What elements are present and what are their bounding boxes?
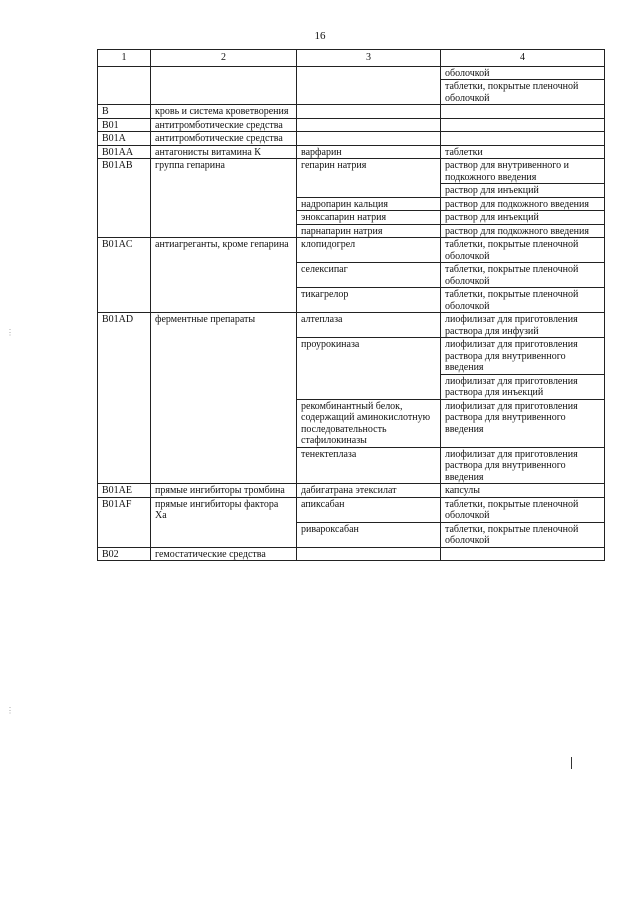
dosage-form: раствор для внутривенного и подкожного введения: [445, 160, 570, 183]
drug-name-cell: рекомбинантный белок, содержащий аминокислотную последовательность стафилокиназы: [297, 399, 441, 447]
dosage-form: таблетки, покрытые пленочной оболочкой: [441, 79, 604, 104]
drug-name-cell: [297, 547, 441, 561]
dosage-form-cell: [441, 399, 605, 447]
table-row: [98, 105, 605, 119]
table-row: [98, 159, 605, 198]
dosage-form: лиофилизат для приготовления раствора для инъекций: [441, 374, 604, 399]
dosage-form-list: [441, 146, 604, 159]
column-header: 4: [441, 50, 605, 67]
drug-name-cell: проурокиназа: [297, 338, 441, 400]
dosage-form-cell: [441, 211, 605, 225]
dosage-form-cell: [441, 224, 605, 238]
page-number: 16: [314, 30, 326, 42]
dosage-form-cell: [441, 105, 605, 119]
atc-code-cell: B02: [98, 547, 151, 561]
group-name-cell: антитромботические средства: [151, 118, 297, 132]
drug-name-cell: надропарин кальция: [297, 197, 441, 211]
drug-name-cell: тикагрелор: [297, 288, 441, 313]
dosage-form: лиофилизат для приготовления раствора для внутривенного введения: [445, 339, 578, 373]
dosage-form: лиофилизат для приготовления раствора для внутривенного введения: [445, 400, 578, 435]
dosage-form: таблетки, покрытые пленочной оболочкой: [445, 523, 579, 546]
atc-code-cell: [98, 66, 151, 105]
dosage-form-list: [441, 498, 604, 522]
group-name-cell: антиагреганты, кроме гепарина: [151, 238, 297, 313]
table-row: [98, 497, 605, 522]
table-row: [98, 66, 605, 105]
table-row: [98, 118, 605, 132]
dosage-form-cell: [441, 238, 605, 263]
table-row: [98, 484, 605, 498]
dosage-form-list: [441, 263, 604, 287]
group-name-cell: антагонисты витамина К: [151, 145, 297, 159]
dosage-form-cell: [441, 197, 605, 211]
dosage-form-list: [441, 238, 604, 262]
drug-name-cell: [297, 66, 441, 105]
dosage-form-list: [441, 338, 604, 399]
dosage-form-cell: [441, 66, 605, 105]
table-row: [98, 313, 605, 338]
table-row: [98, 145, 605, 159]
atc-code-cell: B: [98, 105, 151, 119]
atc-code-cell: B01AA: [98, 145, 151, 159]
dosage-form-list: [441, 484, 604, 497]
drug-name-cell: апиксабан: [297, 497, 441, 522]
drug-name-cell: [297, 118, 441, 132]
group-name-cell: антитромботические средства: [151, 132, 297, 146]
dosage-form: [441, 105, 604, 118]
table-row: [98, 238, 605, 263]
dosage-form-list: [441, 548, 604, 561]
drug-name-cell: варфарин: [297, 145, 441, 159]
atc-code-cell: B01AD: [98, 313, 151, 484]
dosage-form-list: [441, 198, 604, 211]
atc-code-cell: B01AE: [98, 484, 151, 498]
margin-mark: ⋮: [6, 328, 14, 337]
dosage-form-list: [441, 400, 604, 436]
table-header-row: [98, 50, 605, 67]
drug-name-cell: дабигатрана этексилат: [297, 484, 441, 498]
dosage-form: таблетки, покрытые пленочной оболочкой: [445, 289, 579, 312]
group-name-cell: [151, 66, 297, 105]
dosage-form: раствор для инъекций: [445, 212, 539, 223]
drug-name-cell: селексипаг: [297, 263, 441, 288]
atc-code-cell: B01: [98, 118, 151, 132]
dosage-form: капсулы: [445, 485, 480, 496]
drug-name-cell: тенектеплаза: [297, 447, 441, 484]
dosage-form: таблетки, покрытые пленочной оболочкой: [445, 239, 579, 262]
table-body: [98, 66, 605, 561]
dosage-form-cell: [441, 447, 605, 484]
drug-name-cell: [297, 105, 441, 119]
dosage-form-list: [441, 288, 604, 312]
atc-code-cell: B01A: [98, 132, 151, 146]
group-name-cell: группа гепарина: [151, 159, 297, 238]
margin-mark: ⋮: [6, 706, 14, 715]
dosage-form-cell: [441, 118, 605, 132]
dosage-form-cell: [441, 313, 605, 338]
dosage-form-list: [441, 225, 604, 238]
dosage-form: таблетки: [445, 146, 483, 158]
dosage-form-cell: [441, 132, 605, 146]
dosage-form: [441, 119, 604, 132]
group-name-cell: прямые ингибиторы фактора Ха: [151, 497, 297, 547]
dosage-form-list: [441, 313, 604, 337]
drug-name-cell: ривароксабан: [297, 522, 441, 547]
dosage-form-list: [441, 67, 604, 105]
dosage-form-list: [441, 523, 604, 547]
margin-bar: [571, 757, 572, 769]
column-header: 1: [98, 50, 151, 67]
dosage-form-list: [441, 211, 604, 224]
dosage-form-cell: [441, 288, 605, 313]
dosage-form-cell: [441, 338, 605, 400]
group-name-cell: гемостатические средства: [151, 547, 297, 561]
dosage-form-list: [441, 119, 604, 132]
dosage-form: раствор для подкожного введения: [445, 225, 589, 237]
table-row: [98, 132, 605, 146]
dosage-form-cell: [441, 159, 605, 198]
atc-code-cell: B01AB: [98, 159, 151, 238]
group-name-cell: кровь и система кроветворения: [151, 105, 297, 119]
dosage-form: [441, 548, 604, 561]
drug-name-cell: эноксапарин натрия: [297, 211, 441, 225]
dosage-form: раствор для инъекций: [441, 183, 604, 197]
dosage-form: таблетки, покрытые пленочной оболочкой: [445, 498, 579, 521]
drug-name-cell: гепарин натрия: [297, 159, 441, 198]
dosage-form: раствор для подкожного введения: [445, 198, 589, 210]
column-header: 3: [297, 50, 441, 67]
dosage-form-cell: [441, 484, 605, 498]
dosage-form: оболочкой: [445, 67, 490, 79]
drug-name-cell: алтеплаза: [297, 313, 441, 338]
dosage-form-cell: [441, 547, 605, 561]
dosage-form-list: [441, 159, 604, 197]
dosage-form: лиофилизат для приготовления раствора для инфузий: [445, 314, 578, 337]
table-row: [98, 547, 605, 561]
dosage-form-cell: [441, 263, 605, 288]
dosage-form-list: [441, 132, 604, 145]
dosage-form: лиофилизат для приготовления раствора для внутривенного введения: [445, 448, 578, 483]
dosage-form: [441, 132, 604, 145]
dosage-form-list: [441, 448, 604, 484]
dosage-form-list: [441, 105, 604, 118]
atc-code-cell: B01AC: [98, 238, 151, 313]
dosage-form-cell: [441, 145, 605, 159]
drug-name-cell: [297, 132, 441, 146]
atc-code-cell: B01AF: [98, 497, 151, 547]
group-name-cell: ферментные препараты: [151, 313, 297, 484]
column-header: 2: [151, 50, 297, 67]
drug-name-cell: парнапарин натрия: [297, 224, 441, 238]
drug-table: [97, 49, 605, 561]
group-name-cell: прямые ингибиторы тромбина: [151, 484, 297, 498]
dosage-form: таблетки, покрытые пленочной оболочкой: [445, 264, 579, 287]
dosage-form-cell: [441, 497, 605, 522]
drug-name-cell: клопидогрел: [297, 238, 441, 263]
dosage-form-cell: [441, 522, 605, 547]
